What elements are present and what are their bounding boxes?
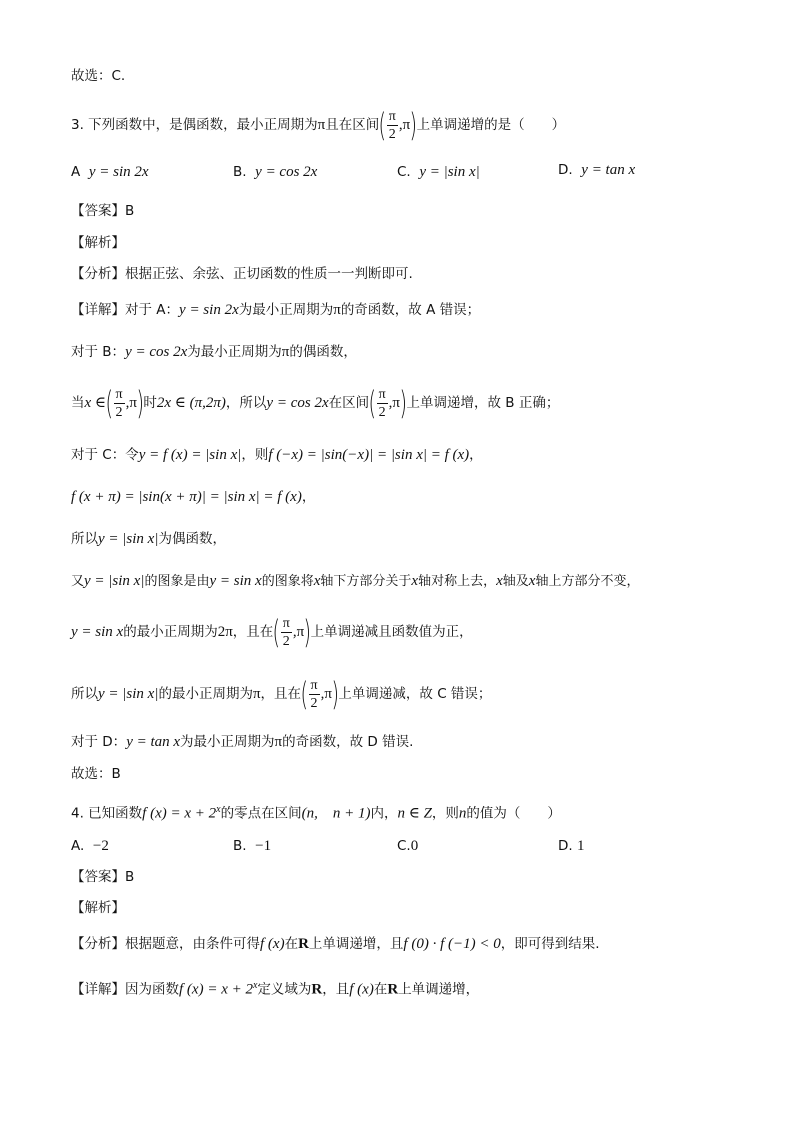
q3-option-b: B. y = cos 2x	[233, 164, 318, 180]
interval-pi2-pi: ( $\frac{\pi}{2}$ ,π )	[378, 106, 418, 144]
q3-stem: 3. 下列函数中，是偶函数，最小正周期为 π 且在区间 ( $\frac{\pi}{2}$ ,π ) 上单调递增的是（ ）	[71, 106, 566, 144]
q3-detail-c1: 对于 C：令y = f (x) = |sin x|，则f (−x) = |sin(−x)| = |sin x| = f (x)，	[71, 447, 483, 463]
q4-option-c: C.0	[397, 838, 419, 854]
q3-detail-a: 【详解】对于 A：y = sin 2x为最小正周期为π的奇函数，故 A 错误；	[71, 302, 481, 318]
q3-detail-c4: 又y = |sin x|的图象是由y = sin x的图象将x轴下方部分关于x轴对称上去，x轴及x轴上方部分不变，	[71, 573, 640, 589]
q4-detail: 【详解】因为函数f $(x) = x + 2^x$定义域为R，且f (x)在R上单调递增，	[71, 980, 480, 998]
q3-final-answer: 故选：B	[71, 766, 121, 782]
q3-detail-c5: y = sin x 的最小正周期为 2π ，且在 ( $\frac{\pi}{2}$ ,π ) 上单调递减且函数值为正，	[71, 613, 473, 651]
q3-detail-d: 对于 D：y = tan x为最小正周期为π的奇函数，故 D 错误.	[71, 734, 414, 750]
q4-analysis-heading: 【解析】	[71, 900, 125, 916]
q4-option-b: B. −1	[233, 838, 272, 854]
q2-final-answer: 故选：C.	[71, 68, 126, 84]
q3-analysis-heading: 【解析】	[71, 235, 125, 251]
q3-option-a: A y = sin 2x	[71, 164, 149, 180]
q3-detail-c3: 所以y = |sin x|为偶函数，	[71, 531, 226, 547]
q3-detail-b2: 当 x ∈ ( $\frac{\pi}{2}$ ,π ) 时 2x ∈ (π,2π) ，所以 y = cos 2x 在区间 ( $\frac{\pi}{2}$ ,π ) 上单调递增，故 B 正确；	[71, 384, 560, 422]
q3-fenxi: 【分析】根据正弦、余弦、正切函数的性质一一判断即可.	[71, 266, 413, 282]
q3-answer: 【答案】B	[71, 203, 135, 219]
q3-option-d: D. y = tan x	[558, 162, 636, 178]
q3-detail-b1: 对于 B：y = cos 2x为最小正周期为π的偶函数，	[71, 344, 357, 360]
q3-option-c: C. y = |sin x|	[397, 164, 480, 180]
q4-stem: 4. 已知函数f $(x) = x + 2^x$的零点在区间(n, n + 1)内，n ∈ Z，则n的值为（ ）	[71, 804, 561, 822]
q4-answer: 【答案】B	[71, 869, 135, 885]
q4-option-d: D. 1	[558, 838, 585, 854]
q4-fenxi: 【分析】根据题意，由条件可得f (x)在R上单调递增，且f (0) · f (−1) < 0，即可得到结果.	[71, 936, 600, 952]
q4-option-a: A. −2	[71, 838, 109, 854]
q3-detail-c6: 所以 y = |sin x| 的最小正周期为 π ，且在 ( $\frac{\pi}{2}$ ,π ) 上单调递减，故 C 错误；	[71, 675, 492, 713]
q3-detail-c2: f (x + π) = |sin(x + π)| = |sin x| = f (x)，	[71, 489, 316, 505]
